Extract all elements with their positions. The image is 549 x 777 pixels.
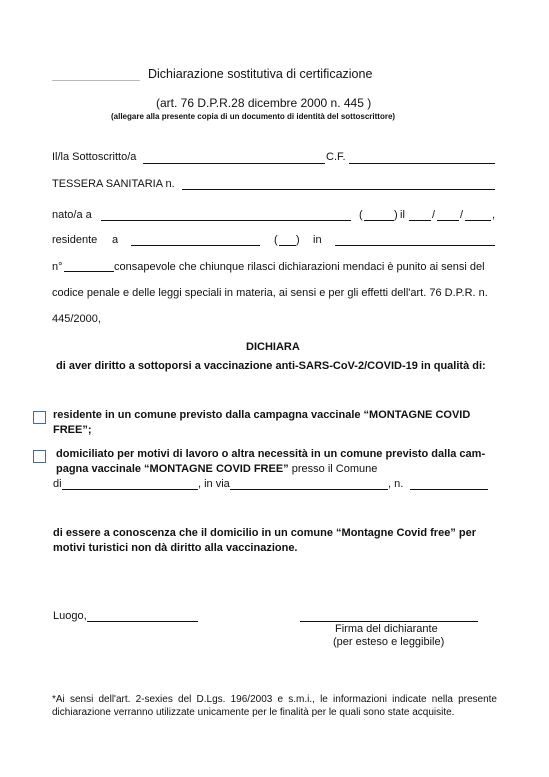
sottoscritto-field[interactable] [143,163,325,164]
nato-prov-close: ) [394,209,398,221]
residente-prov-close: ) [296,234,300,246]
document-title: Dichiarazione sostitutiva di certificazione [148,67,373,81]
cf-label: C.F. [326,151,346,163]
date-end-comma: , [492,209,496,221]
residente-prov-open: ( [274,234,278,246]
option-domiciliato-line2 [56,463,377,475]
option-residente-line1: residente in un comune previsto dalla campagna vaccinale “MONTAGNE COVID [53,409,471,421]
luogo-field[interactable] [87,621,198,622]
domiciliato-n-field[interactable] [410,489,488,490]
document-subtitle: (art. 76 D.P.R.28 dicembre 2000 n. 445 ) [156,96,372,110]
consapevole-text: consapevole che chiunque rilasci dichiarazioni mendaci è punito ai sensi del [114,261,485,273]
birth-month-field[interactable] [437,220,459,221]
residente-place-field[interactable] [131,245,260,246]
cf-field[interactable] [349,163,495,164]
n-field[interactable] [64,271,114,272]
domiciliato-n-label: , n. [388,478,404,490]
option-domiciliato-line2-rest: presso il Comune [288,463,378,475]
codice-penale-text: codice penale e delle leggi speciali in materia, ai sensi e per gli effetti dell'art. 76 D.P.R. n. [52,287,488,299]
sottoscritto-label: Il/la Sottoscritto/a [52,151,137,163]
residente-label: residente [52,234,98,246]
birth-day-field[interactable] [409,220,431,221]
residente-in-label: in [313,234,322,246]
firma-field[interactable] [300,621,478,622]
residente-prov-field[interactable] [279,245,296,246]
option-residente-line2: FREE”; [53,424,92,436]
n-label: n° [52,261,63,273]
dichiara-line: di aver diritto a sottoporsi a vaccinazione anti-SARS-CoV-2/COVID-19 in qualità di: [56,360,486,372]
option-domiciliato-line2-bold: pagna vaccinale “MONTAGNE COVID FREE” [56,463,289,475]
firma-note: (per esteso e leggibile) [333,636,445,648]
luogo-label: Luogo, [53,610,87,622]
domiciliato-di-label: di [53,478,62,490]
option-domiciliato-line1: domiciliato per motivi di lavoro o altra necessità in un comune previsto dalla cam- [56,448,486,460]
date-slash-1: / [432,209,436,221]
tessera-label: TESSERA SANITARIA n. [52,178,175,190]
domiciliato-via-field[interactable] [230,489,388,490]
domiciliato-checkbox[interactable] [33,450,46,463]
dpr-text: 445/2000, [52,313,101,325]
residente-address-field[interactable] [335,245,495,246]
firma-label: Firma del dichiarante [335,623,438,635]
privacy-footnote: *Ai sensi dell'art. 2-sexies del D.Lgs. 196/2003 e s.m.i., le informazioni indicate nella presente dichiarazione verranno utilizzate unicamente per le finalità per le quali sono state acquisite. [52,694,497,718]
nato-prov-open: ( [359,209,363,221]
nato-label: nato/a a [52,209,92,221]
nato-place-field[interactable] [101,220,351,221]
statement-line2: motivi turistici non dà diritto alla vaccinazione. [53,542,298,554]
attachment-note: (allegare alla presente copia di un documento di identità del sottoscrittore) [111,112,396,121]
il-label: il [400,209,405,221]
statement-line1: di essere a conoscenza che il domicilio in un comune “Montagne Covid free” per [53,527,476,539]
header-rule [52,80,140,81]
tessera-field[interactable] [182,189,495,190]
birth-year-field[interactable] [465,220,491,221]
domiciliato-comune-field[interactable] [62,489,198,490]
domiciliato-via-label: , in via [198,478,230,490]
nato-prov-field[interactable] [364,220,394,221]
dichiara-title: DICHIARA [246,341,300,353]
date-slash-2: / [460,209,464,221]
residente-checkbox[interactable] [33,411,46,424]
residente-a-label: a [112,234,119,246]
